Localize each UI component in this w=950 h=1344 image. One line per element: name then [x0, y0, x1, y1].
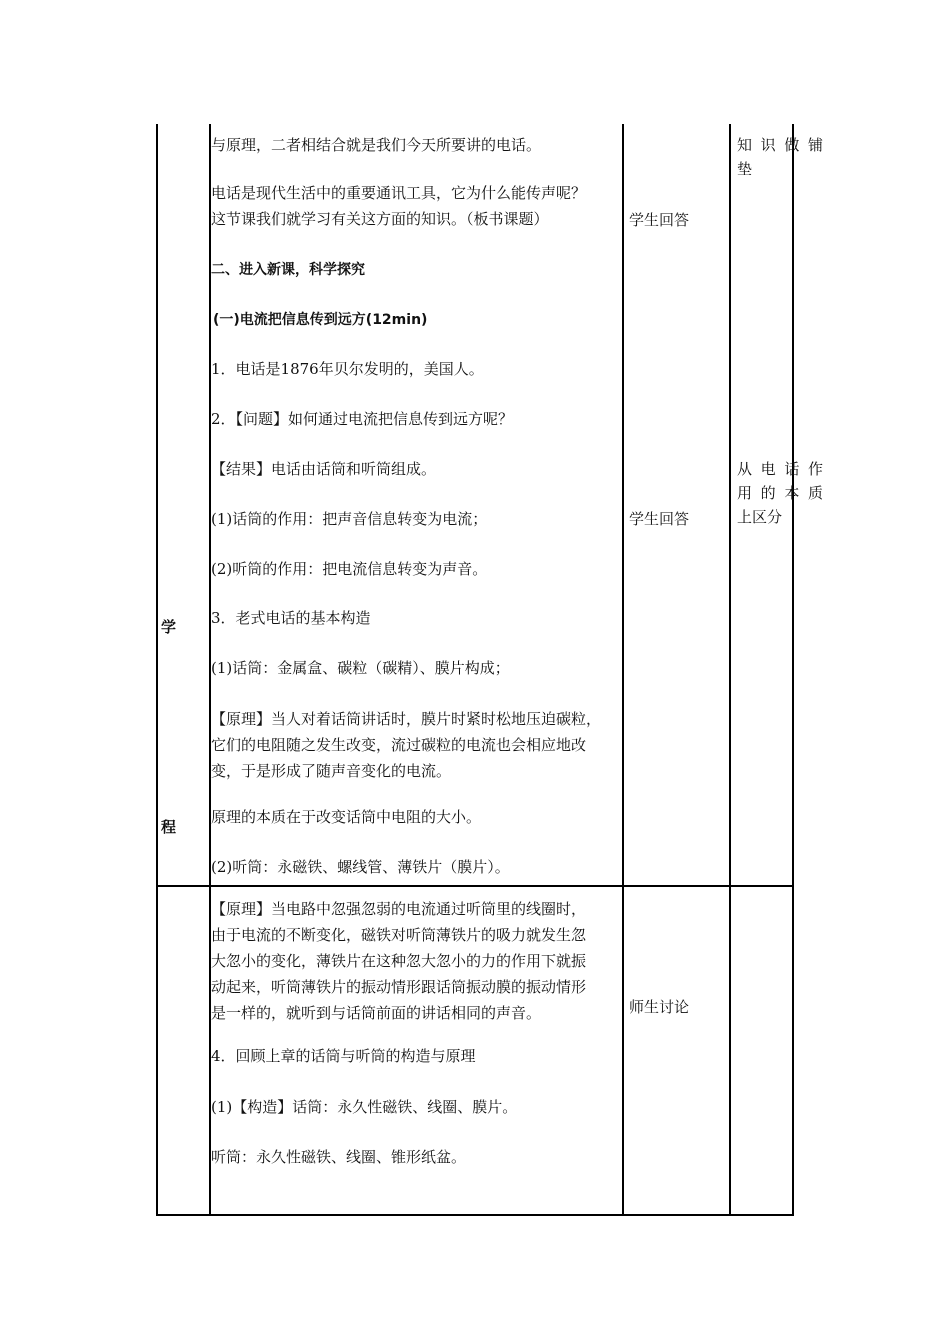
- note-line: 用的本质: [737, 484, 823, 502]
- intro-tail: 与原理，二者相结合就是我们今天所要讲的电话。: [211, 136, 542, 154]
- principle-line: 【原理】当人对着话筒讲话时，膜片时紧时松地压迫碳粒，: [211, 710, 602, 728]
- mic-principle-paragraph: [211, 706, 623, 784]
- mic-parts: (1)话筒：金属盒、碳粒（碳精）、膜片构成；: [211, 659, 510, 677]
- subsection-title: (一)电流把信息传到远方(12min): [213, 312, 428, 328]
- essence-line: 原理的本质在于改变话筒中电阻的大小。: [211, 808, 482, 826]
- principle-line: 它们的电阻随之发生改变，流过碳粒的电流也会相应地改: [211, 736, 587, 754]
- intro-paragraph: [211, 180, 623, 232]
- student-activity-2: 学生回答: [629, 510, 690, 528]
- table-divider-2: [622, 124, 624, 1216]
- intro-line: 这节课我们就学习有关这方面的知识。（板书课题）: [211, 210, 549, 228]
- principle-line: 是一样的，就听到与话筒前面的讲话相同的声音。: [211, 1004, 542, 1022]
- principle-line: 动起来，听筒薄铁片的振动情形跟话筒振动膜的振动情形: [211, 978, 587, 996]
- design-note-2: [737, 457, 823, 529]
- note-line: 从电话作: [737, 460, 823, 478]
- receiver-parts: (2)听筒：永磁铁、螺线管、薄铁片（膜片）。: [211, 858, 510, 876]
- item-3: 3．老式电话的基本构造: [211, 609, 371, 627]
- principle-line: 【原理】当电路中忽强忽弱的电流通过听筒里的线圈时，: [211, 900, 587, 918]
- receiver-role: (2)听筒的作用：把电流信息转变为声音。: [211, 560, 488, 578]
- intro-line: 电话是现代生活中的重要通讯工具，它为什么能传声呢？: [211, 184, 587, 202]
- student-activity-1: 学生回答: [629, 211, 690, 229]
- table-divider-3: [729, 124, 731, 1216]
- result-line: 【结果】电话由话筒和听筒组成。: [211, 460, 437, 478]
- side-label-cheng: 程: [161, 818, 177, 836]
- principle-line: 由于电流的不断变化，磁铁对听筒薄铁片的吸力就发生忽: [211, 926, 587, 944]
- note-line: 知识做铺: [737, 136, 823, 154]
- design-note-1: [737, 133, 823, 181]
- item-4: 4．回顾上章的话筒与听筒的构造与原理: [211, 1047, 476, 1065]
- item-2: 2．【问题】如何通过电流把信息传到远方呢？: [211, 410, 514, 428]
- item-1: 1．电话是1876年贝尔发明的，美国人。: [211, 360, 484, 378]
- table-border-left: [156, 124, 158, 1216]
- side-label-xue: 学: [161, 618, 177, 636]
- principle-line: 大忽小的变化，薄铁片在这种忽大忽小的力的作用下就振: [211, 952, 587, 970]
- table-row-divider: [156, 885, 794, 887]
- note-line: 垫: [737, 160, 753, 178]
- note-line: 上区分: [737, 508, 783, 526]
- student-activity-3: 师生讨论: [629, 998, 690, 1016]
- receiver-principle-paragraph: [211, 896, 623, 1026]
- table-border-bottom: [156, 1214, 794, 1216]
- construct-receiver: 听筒：永久性磁铁、线圈、锥形纸盆。: [211, 1148, 467, 1166]
- mic-role: (1)话筒的作用：把声音信息转变为电流；: [211, 510, 488, 528]
- section-title: 二、进入新课，科学探究: [211, 262, 365, 278]
- principle-line: 变，于是形成了随声音变化的电流。: [211, 762, 452, 780]
- construct-mic: (1)【构造】话筒：永久性磁铁、线圈、膜片。: [211, 1098, 518, 1116]
- table-border-right: [792, 124, 794, 1216]
